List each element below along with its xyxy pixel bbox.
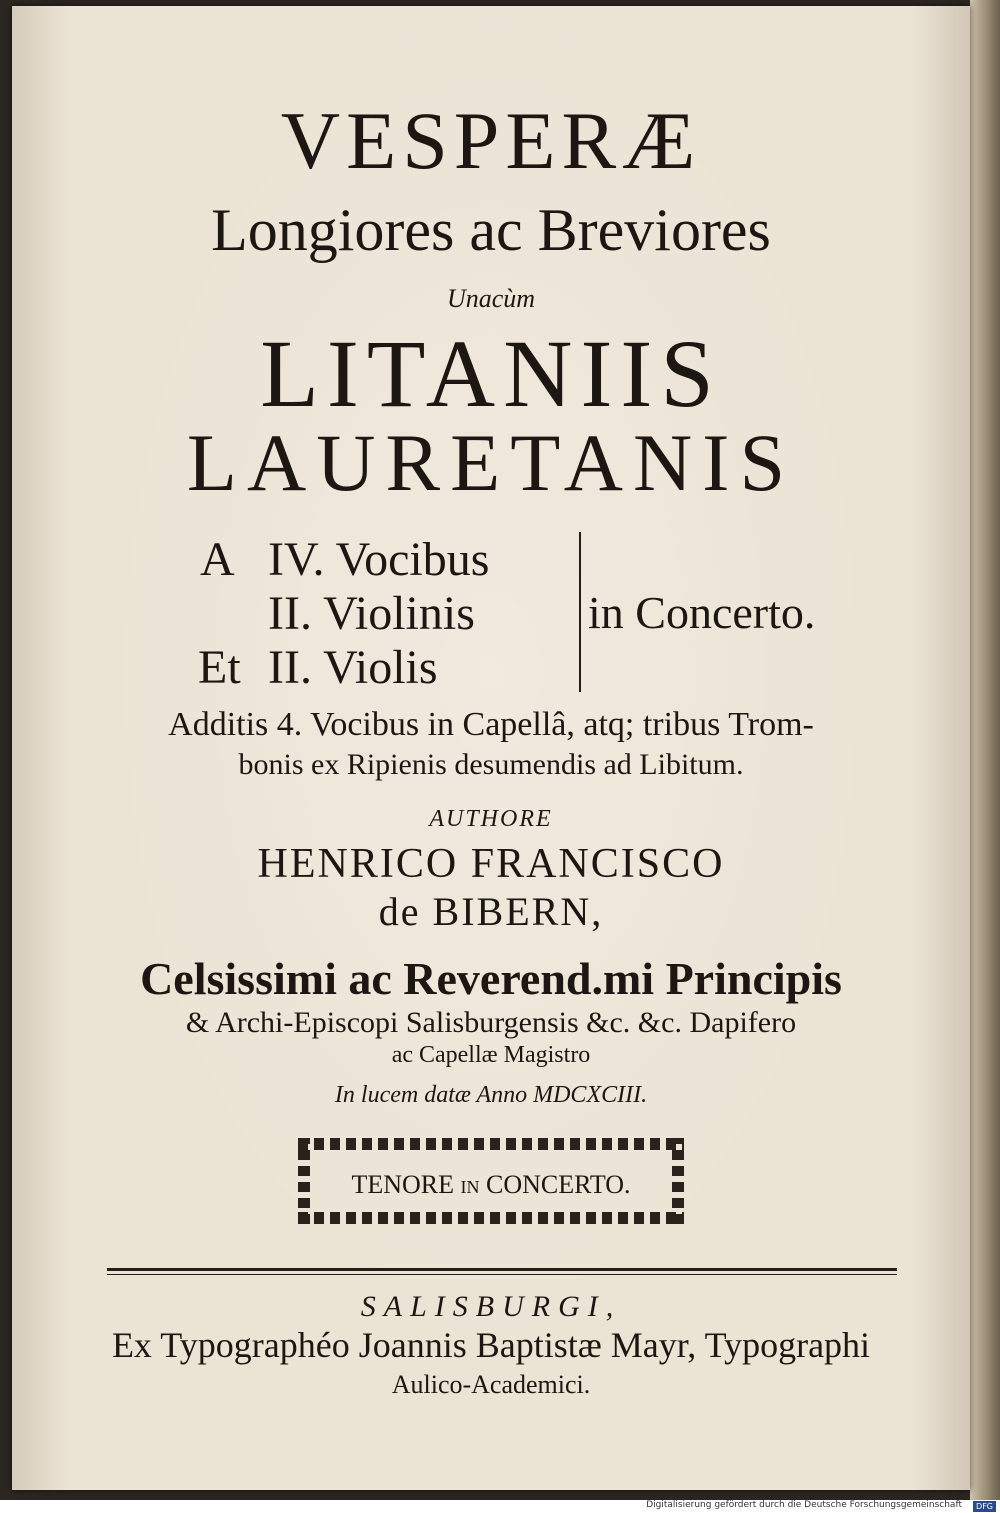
- author-name1: HENRICO FRANCISCO: [257, 841, 725, 887]
- footer-bar: [0, 1500, 1000, 1513]
- author-label: AUTHORE: [429, 806, 553, 832]
- rule-top: [107, 1268, 897, 1271]
- titles-line3: ac Capellæ Magistro: [391, 1042, 591, 1068]
- scoring-in-concerto: in Concerto.: [588, 587, 816, 638]
- author-name2: de BIBERN,: [378, 889, 604, 934]
- scoring-et: Et: [198, 641, 241, 694]
- title-litaniis: LITANIIS: [260, 320, 722, 427]
- imprint-role: Aulico-Academici.: [391, 1370, 591, 1399]
- scoring-violins: II. Violinis: [268, 587, 475, 640]
- ornamental-frame: [286, 1126, 696, 1236]
- titles-line1: Celsissimi ac Reverend.mi Principis: [140, 953, 842, 1004]
- rule-bottom: [107, 1274, 897, 1275]
- page-edge: [970, 0, 1000, 1500]
- title-vesperae: VESPERÆ: [280, 95, 702, 186]
- title-unacum: Unacùm: [446, 284, 536, 313]
- titles-line2: & Archi-Episcopi Salisburgensis &c. &c. Dapifero: [185, 1006, 797, 1039]
- date-line: In lucem datæ Anno MDCXCIII.: [334, 1082, 648, 1108]
- part-label: TENORE in CONCERTO.: [351, 1170, 631, 1199]
- dfg-logo-icon: DFG: [973, 1501, 996, 1512]
- title-longiores: Longiores ac Breviores: [211, 197, 771, 263]
- additions-line1: Additis 4. Vocibus in Capellâ, atq; tribus Trom-: [168, 706, 814, 743]
- scoring-brace: [565, 532, 581, 692]
- scoring-a: A: [200, 533, 235, 586]
- scoring-voices: IV. Vocibus: [268, 533, 490, 586]
- title-page: [12, 6, 970, 1490]
- additions-line2: bonis ex Ripienis desumendis ad Libitum.: [238, 748, 744, 781]
- scoring-violas: II. Violis: [268, 641, 438, 694]
- imprint-printer: Ex Typographéo Joannis Baptistæ Mayr, Typographi: [111, 1325, 871, 1365]
- footer-credit: Digitalisierung gefördert durch die Deutsche Forschungsgemeinschaft: [646, 1500, 962, 1510]
- imprint-city: SALISBURGI,: [360, 1290, 622, 1323]
- scoring-block: [12, 526, 970, 696]
- title-lauretanis: LAURETANIS: [186, 417, 796, 508]
